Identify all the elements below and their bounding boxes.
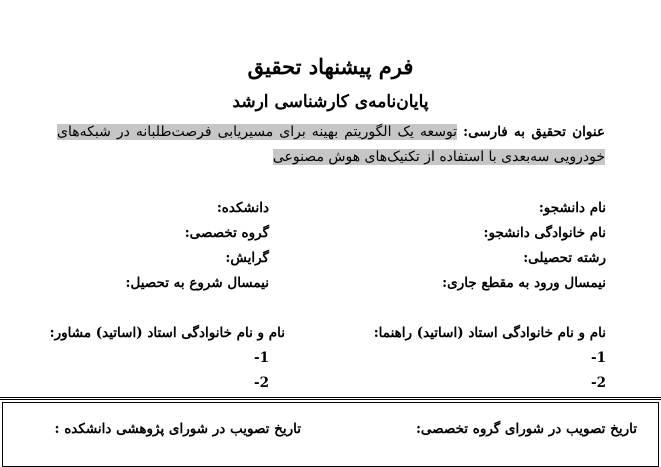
form-subtitle: پایان‌نامه‌ی کارشناسی ارشد: [232, 92, 429, 112]
topic-label: عنوان تحقیق به فارسی:: [463, 124, 606, 140]
topic-value: توسعه یک الگوریتم بهینه برای مسیریابی فرصت‌طلبانه در شبکه‌های خودرویی سه‌بعدی با استفاده از تکنیک‌های هوش مصنوعی: [57, 124, 605, 165]
topic-block: [57, 120, 605, 170]
entry-semester-label: نیمسال ورود به مقطع جاری:: [442, 275, 606, 291]
supervisor-item-1: 1-: [590, 350, 606, 366]
supervisor-item-2: 2-: [590, 375, 606, 391]
student-family-label: نام خانوادگی دانشجو:: [483, 225, 606, 241]
college-approval-date-label: تاریخ تصویب در شورای پژوهشی دانشکده :: [54, 421, 301, 437]
group-approval-date-label: تاریخ تصویب در شورای گروه تخصصی:: [415, 421, 637, 437]
major-label: رشته تحصیلی:: [523, 250, 606, 266]
supervisor-label: نام و نام خانوادگی استاد (اساتید) راهنما:: [373, 325, 606, 341]
orientation-label: گرایش:: [225, 250, 269, 266]
start-semester-label: نیمسال شروع به تحصیل:: [125, 275, 269, 291]
group-label: گروه تخصصی:: [184, 225, 269, 241]
consultant-label: نام و نام خانوادگی استاد (اساتید) مشاور:: [49, 325, 285, 341]
student-name-label: نام دانشجو:: [538, 200, 606, 216]
consultant-item-2: 2-: [253, 375, 269, 391]
form-title: فرم پیشنهاد تحقیق: [247, 54, 414, 79]
consultant-item-1: 1-: [253, 350, 269, 366]
college-label: دانشکده:: [216, 200, 269, 216]
